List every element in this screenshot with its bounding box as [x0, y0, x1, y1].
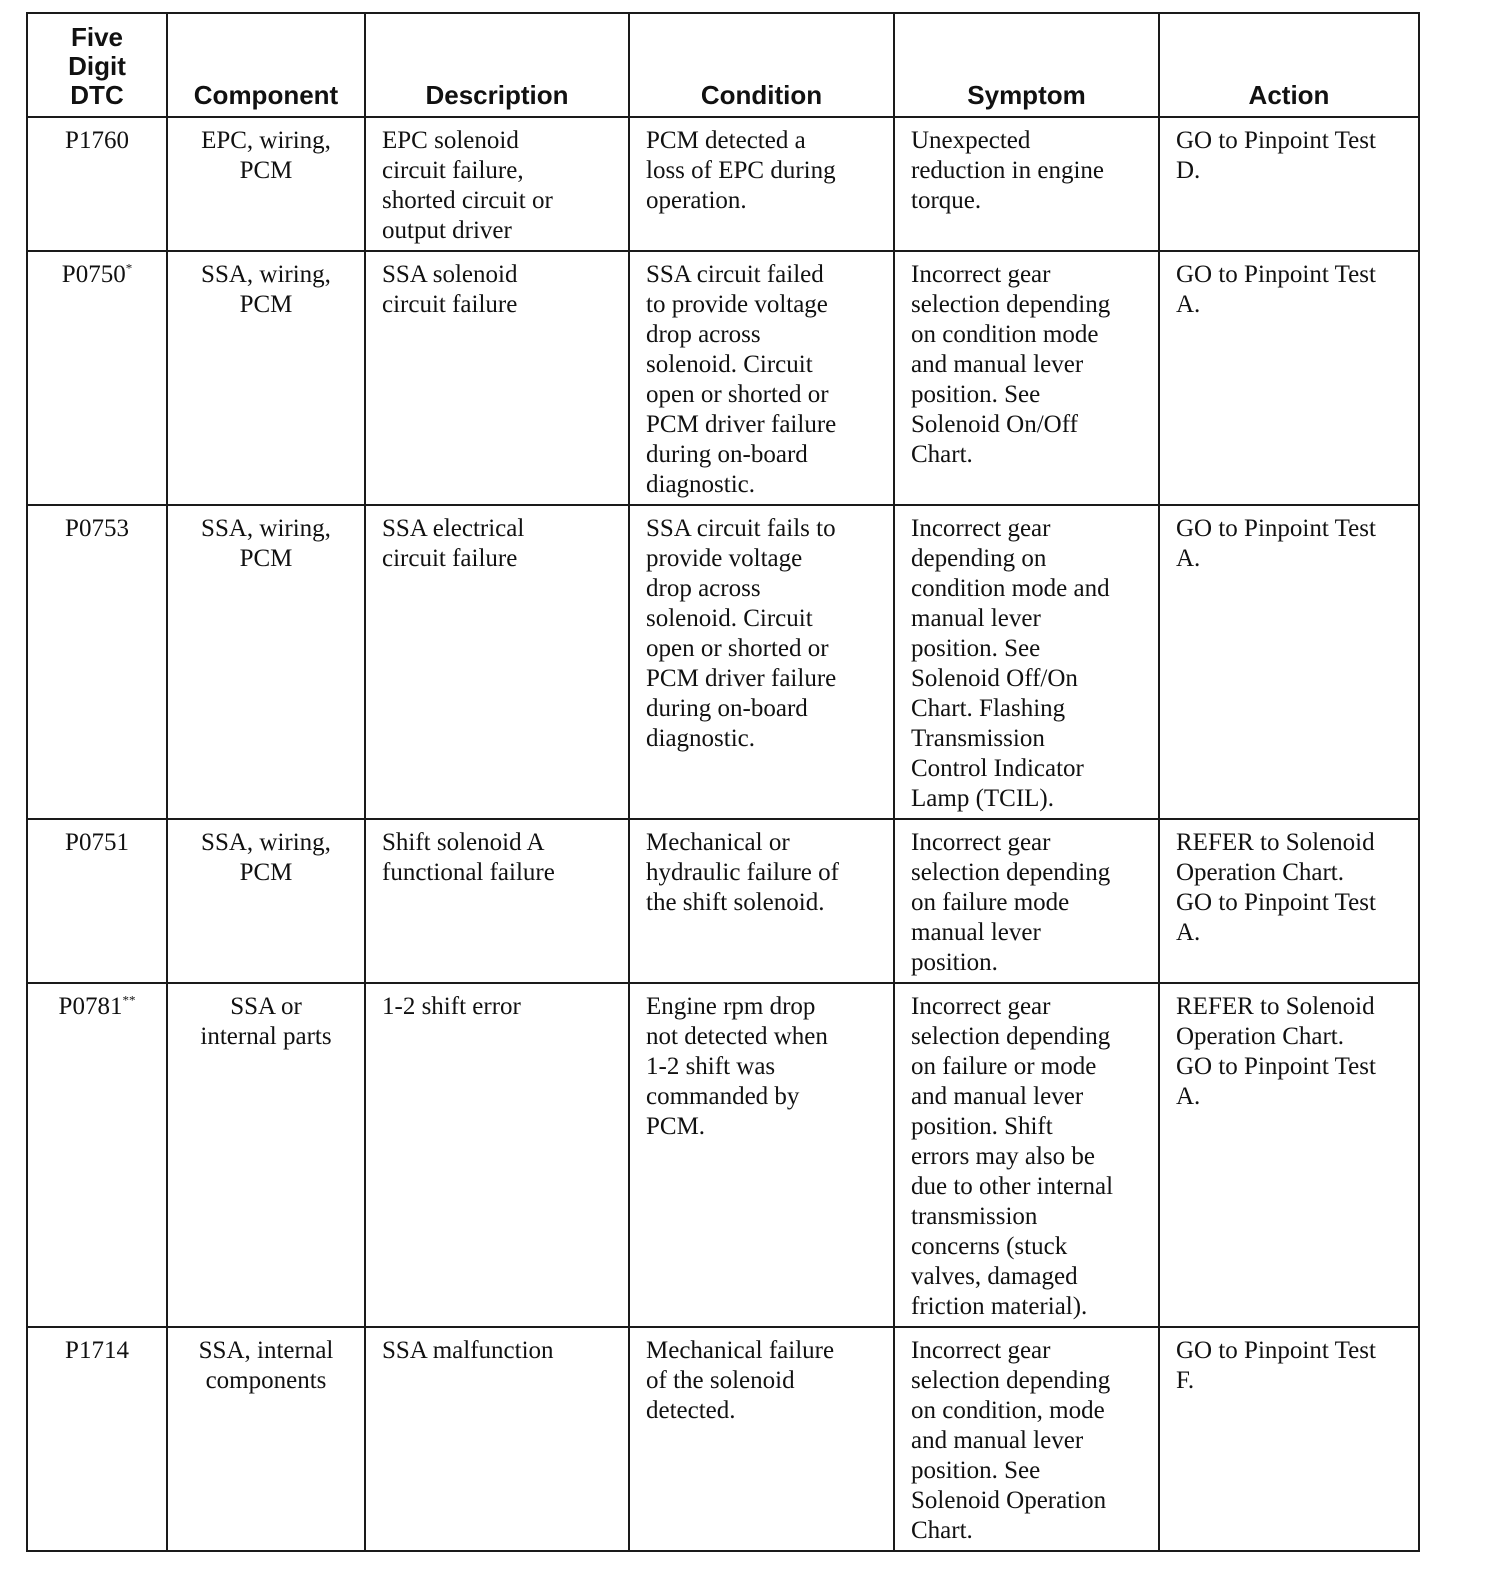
component-cell: SSA or internal parts	[167, 983, 365, 1327]
symptom-cell: Incorrect gear depending on condition mode and manual lever position. See Solenoid Off/On Chart. Flashing Transmission Control Indicator Lamp (TCIL).	[894, 505, 1159, 819]
component-cell: SSA, internal components	[167, 1327, 365, 1551]
action-cell: GO to Pinpoint Test A.	[1159, 251, 1419, 505]
header-component: Component	[167, 13, 365, 117]
description-cell: SSA solenoid circuit failure	[365, 251, 629, 505]
symptom-cell: Incorrect gear selection depending on failure mode manual lever position.	[894, 819, 1159, 983]
action-cell: REFER to Solenoid Operation Chart. GO to Pinpoint Test A.	[1159, 983, 1419, 1327]
table-row	[27, 819, 1419, 983]
table-row	[27, 505, 1419, 819]
component-cell: SSA, wiring, PCM	[167, 251, 365, 505]
dtc-code-cell: P0750*	[27, 251, 167, 505]
condition-cell: PCM detected a loss of EPC during operation.	[629, 117, 894, 251]
description-cell: EPC solenoid circuit failure, shorted circuit or output driver	[365, 117, 629, 251]
header-condition: Condition	[629, 13, 894, 117]
component-cell: EPC, wiring, PCM	[167, 117, 365, 251]
dtc-code-cell: P0753	[27, 505, 167, 819]
dtc-code-cell: P1760	[27, 117, 167, 251]
header-description: Description	[365, 13, 629, 117]
condition-cell: Mechanical failure of the solenoid detected.	[629, 1327, 894, 1551]
condition-cell: SSA circuit fails to provide voltage drop across solenoid. Circuit open or shorted or PCM driver failure during on-board diagnostic.	[629, 505, 894, 819]
description-cell: Shift solenoid A functional failure	[365, 819, 629, 983]
header-action: Action	[1159, 13, 1419, 117]
symptom-cell: Incorrect gear selection depending on failure or mode and manual lever position. Shift errors may also be due to other internal transmission concerns (stuck valves, damaged friction material).	[894, 983, 1159, 1327]
description-cell: SSA electrical circuit failure	[365, 505, 629, 819]
condition-cell: Engine rpm drop not detected when 1-2 shift was commanded by PCM.	[629, 983, 894, 1327]
action-cell: REFER to Solenoid Operation Chart. GO to Pinpoint Test A.	[1159, 819, 1419, 983]
dtc-code-cell: P0781**	[27, 983, 167, 1327]
action-cell: GO to Pinpoint Test D.	[1159, 117, 1419, 251]
symptom-cell: Incorrect gear selection depending on condition mode and manual lever position. See Solenoid On/Off Chart.	[894, 251, 1159, 505]
action-cell: GO to Pinpoint Test A.	[1159, 505, 1419, 819]
description-cell: 1-2 shift error	[365, 983, 629, 1327]
header-symptom: Symptom	[894, 13, 1159, 117]
condition-cell: SSA circuit failed to provide voltage drop across solenoid. Circuit open or shorted or PCM driver failure during on-board diagnostic.	[629, 251, 894, 505]
header-dtc: Five Digit DTC	[27, 13, 167, 117]
dtc-code-cell: P1714	[27, 1327, 167, 1551]
condition-cell: Mechanical or hydraulic failure of the shift solenoid.	[629, 819, 894, 983]
table-row	[27, 117, 1419, 251]
symptom-cell: Incorrect gear selection depending on condition, mode and manual lever position. See Solenoid Operation Chart.	[894, 1327, 1159, 1551]
table-row	[27, 983, 1419, 1327]
component-cell: SSA, wiring, PCM	[167, 819, 365, 983]
header-row	[27, 13, 1419, 117]
component-cell: SSA, wiring, PCM	[167, 505, 365, 819]
dtc-table	[26, 12, 1420, 1552]
action-cell: GO to Pinpoint Test F.	[1159, 1327, 1419, 1551]
description-cell: SSA malfunction	[365, 1327, 629, 1551]
dtc-code-cell: P0751	[27, 819, 167, 983]
table-row	[27, 251, 1419, 505]
table-row	[27, 1327, 1419, 1551]
symptom-cell: Unexpected reduction in engine torque.	[894, 117, 1159, 251]
